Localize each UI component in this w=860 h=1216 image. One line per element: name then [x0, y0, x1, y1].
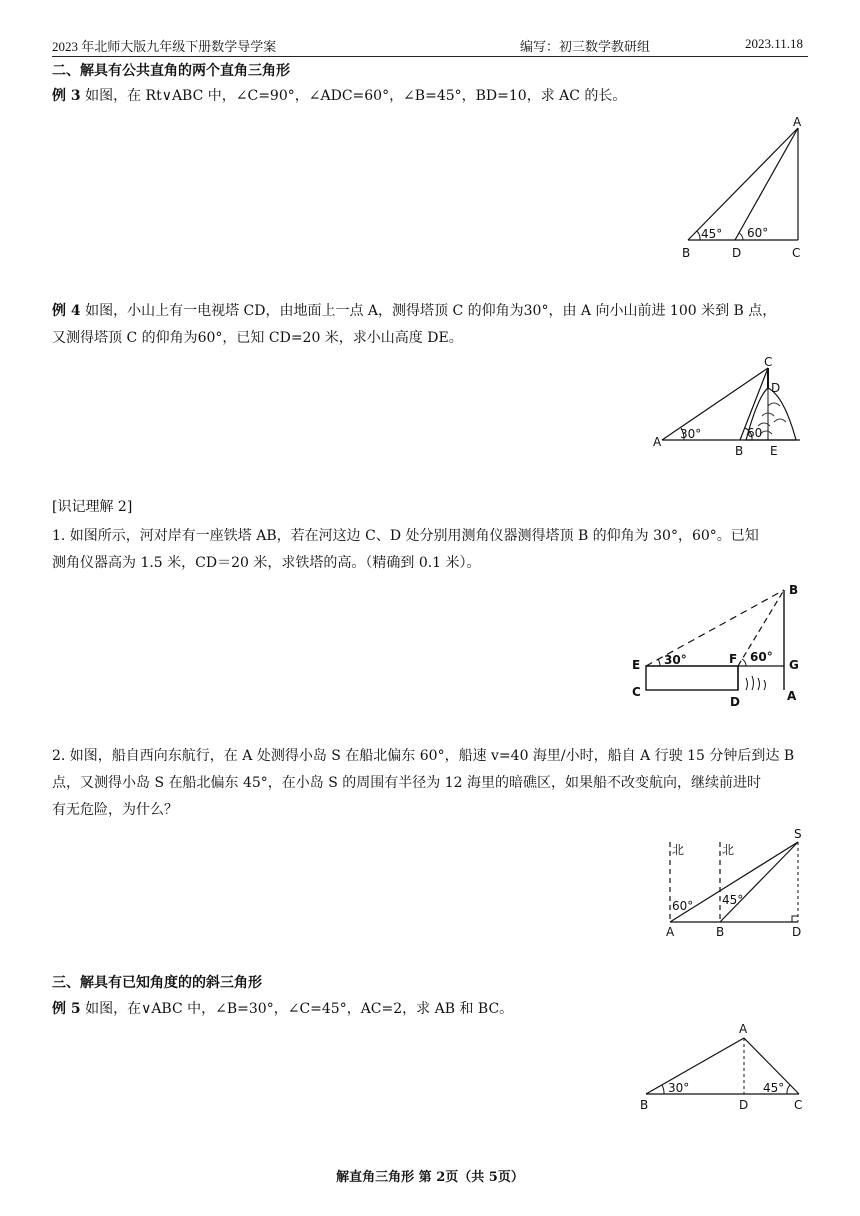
page-footer: 解直角三角形 第 2页（共 5页）: [336, 1170, 524, 1185]
segment-ab: [688, 128, 798, 240]
section-title: 三、解具有已知角度的的斜三角形: [52, 975, 262, 991]
point-label-a: A: [653, 435, 662, 449]
point-label-b: B: [640, 1098, 649, 1112]
point-label-b: B: [682, 246, 691, 260]
example-4-line-2: 又测得塔顶 C 的仰角为60°，已知 CD=20 米，求小山高度 DE。: [52, 330, 463, 346]
point-label-s: S: [794, 827, 802, 841]
practice-heading: [识记理解 2]: [52, 499, 133, 515]
example-4-figure: [650, 356, 820, 460]
header-middle: 编写：初三数学教研组: [520, 39, 651, 54]
question-1-line-1: 1. 如图所示，河对岸有一座铁塔 AB，若在河这边 C、D 处分别用测角仪器测得塔顶 B 的仰角为 30°，60°。已知: [52, 528, 759, 544]
angle-arc-b: [697, 231, 700, 240]
point-label-d: D: [732, 246, 742, 260]
angle-label-e: 30°: [664, 653, 687, 667]
bank-cd: [646, 666, 738, 690]
question-1-figure: [626, 578, 816, 712]
north-label-a: 北: [672, 843, 685, 857]
example-4-line-1: [52, 298, 810, 325]
angle-arc-c: [787, 1085, 790, 1094]
point-label-f: F: [729, 652, 738, 666]
question-1-text: [52, 523, 810, 577]
point-label-c: C: [792, 246, 801, 260]
section-title: 二、解具有公共直角的两个直角三角形: [52, 63, 290, 79]
point-label-a: A: [666, 925, 675, 939]
question-2-line-1: 2. 如图，船自西向东航行，在 A 处测得小岛 S 在船北偏东 60°，船速 v=40 海里/小时，船自 A 行驶 15 分钟后到达 B: [52, 748, 795, 764]
point-label-d: D: [739, 1098, 749, 1112]
angle-label-b: 60: [747, 426, 763, 440]
segment-ab: [646, 1038, 744, 1094]
angle-label-c: 45°: [763, 1081, 785, 1095]
point-label-e: E: [632, 658, 641, 672]
north-label-b: 北: [722, 843, 735, 857]
point-label-a: A: [787, 689, 797, 703]
point-label-c: C: [764, 356, 773, 369]
angle-label-a: 60°: [672, 899, 694, 913]
example-label: 例 4: [52, 303, 81, 319]
right-angle-mark: [792, 916, 798, 922]
point-label-a: A: [739, 1022, 748, 1036]
point-label-a: A: [793, 115, 802, 129]
segment-ad: [735, 128, 798, 240]
point-label-d: D: [771, 381, 781, 395]
point-label-d: D: [730, 695, 740, 709]
example-3-text: [52, 83, 810, 110]
river-waves: [746, 676, 766, 690]
example-body: 如图，小山上有一电视塔 CD，由地面上一点 A，测得塔顶 C 的仰角为30°，由 A 向小山前进 100 米到 B 点，: [85, 303, 777, 319]
point-label-c: C: [794, 1098, 803, 1112]
angle-arc-d: [739, 233, 743, 240]
angle-label-b: 45°: [722, 893, 744, 907]
point-label-b: B: [716, 925, 725, 939]
point-label-d: D: [792, 925, 802, 939]
point-label-e: E: [770, 444, 778, 458]
angle-arc-f: [742, 659, 746, 666]
header-left: 2023 年北师大版九年级下册数学导学案: [52, 39, 277, 54]
point-label-b: B: [735, 444, 744, 458]
question-2-text: [52, 743, 810, 824]
angle-label-d: 60°: [747, 226, 769, 240]
angle-label-a: 30°: [680, 427, 702, 441]
angle-label-f: 60°: [750, 650, 773, 664]
angle-arc-e: [658, 659, 660, 666]
point-label-c: C: [632, 685, 641, 699]
example-label: 例 3: [52, 88, 81, 104]
angle-arc-b: [662, 1085, 664, 1094]
example-3-figure: [670, 112, 820, 264]
example-body: 如图，在∨ABC 中，∠B=30°，∠C=45°，AC=2，求 AB 和 BC。: [85, 1001, 514, 1017]
point-label-b: B: [789, 583, 799, 597]
angle-label-b: 30°: [668, 1081, 690, 1095]
example-label: 例 5: [52, 1001, 81, 1017]
question-2-line-3: 有无危险，为什么？: [52, 802, 178, 818]
header-right: 2023.11.18: [745, 36, 804, 51]
question-2-figure: [658, 822, 818, 942]
angle-label-b: 45°: [701, 227, 723, 241]
question-2-line-2: 点，又测得小岛 S 在船北偏东 45°，在小岛 S 的周围有半径为 12 海里的暗礁区，如果船不改变航向，继续前进时: [52, 775, 761, 791]
header-divider: [52, 56, 808, 57]
example-body: 如图，在 Rt∨ABC 中，∠C=90°，∠ADC=60°，∠B=45°，BD=10，求 AC 的长。: [85, 88, 627, 104]
example-5-figure: [634, 1018, 814, 1114]
example-4-text: [52, 298, 810, 352]
question-1-line-2: 测角仪器高为 1.5 米，CD＝20 米，求铁塔的高。（精确到 0.1 米）。: [52, 555, 481, 571]
point-label-g: G: [789, 658, 799, 672]
